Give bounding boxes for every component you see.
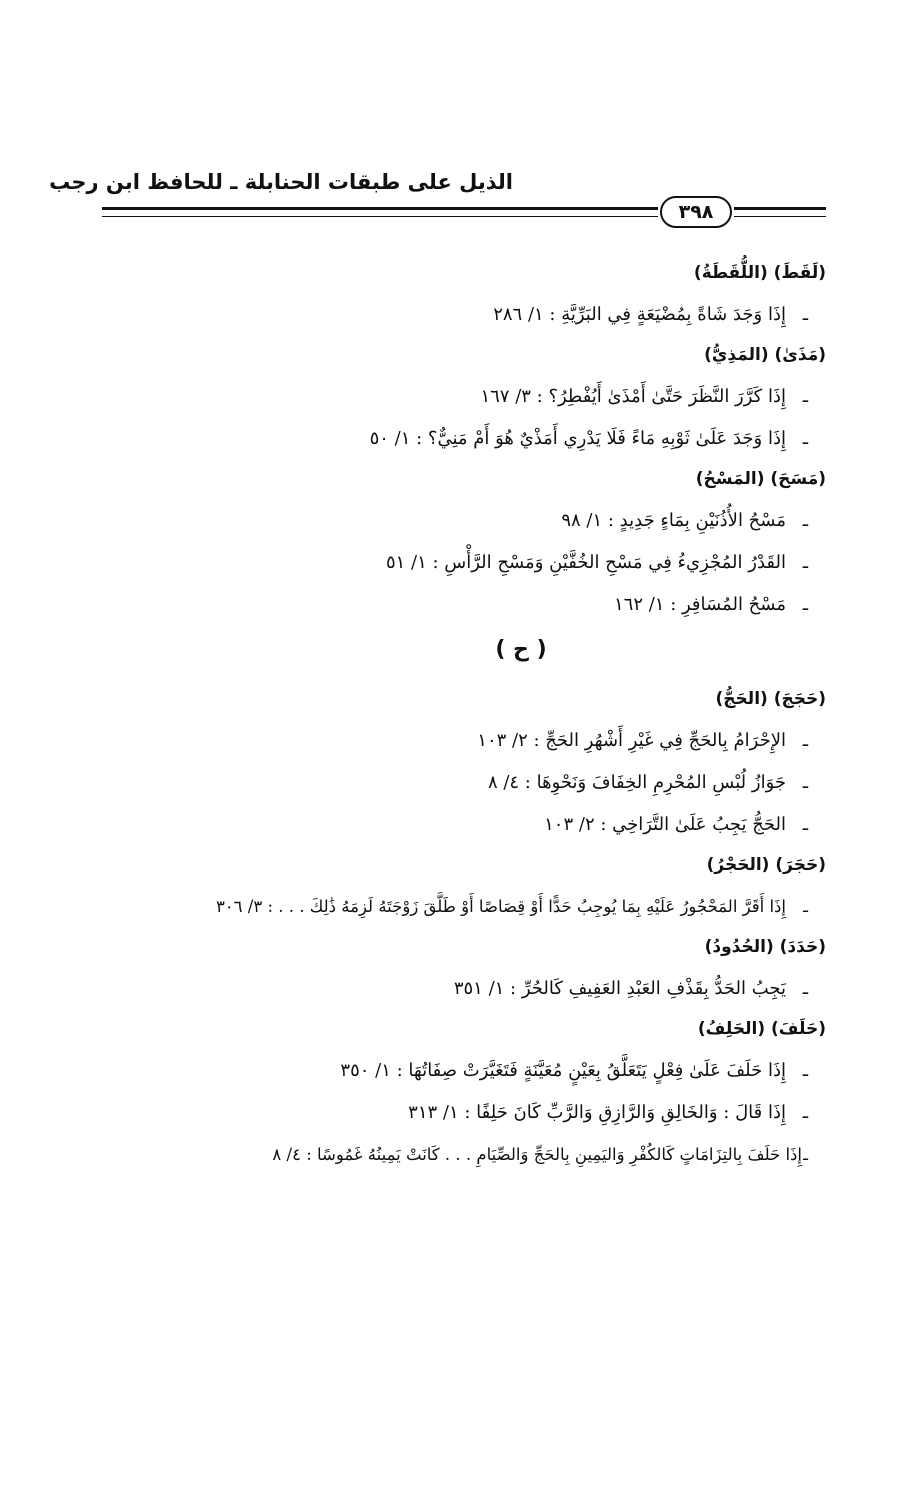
index-entry (86, 890, 826, 924)
entry-text: جَوَازُ لُبْسِ المُحْرِمِ الخِفَافَ وَنَحْوِهَا : ٤/ ٨ (487, 772, 786, 793)
root-heading: (حَجَرَ) (الحَجْرُ) (706, 855, 826, 875)
index-entry (86, 1054, 826, 1088)
index-entry (86, 724, 826, 758)
entry-dash: ـ (802, 386, 808, 407)
entry-dash: ـ (802, 304, 808, 325)
letter-heading: ( ح ) (495, 637, 547, 662)
entry-dash: ـ (802, 1060, 808, 1081)
header-rule (734, 216, 826, 217)
root-heading: (حَدَدَ) (الحُدُودُ) (704, 937, 826, 957)
header-rule (102, 216, 658, 217)
entry-text: إِذَا وَجَدَ عَلَىٰ ثَوْبِهِ مَاءً فَلَا يَدْرِي أَمَذْيٌ هُوَ أَمْ مَنِيٌّ؟ : ١/ ٥٠ (369, 428, 786, 449)
entry-text: إِذَا كَرَّرَ النَّظَرَ حَتَّىٰ أَمْذَىٰ أَيُفْطِرُ؟ : ٣/ ١٦٧ (480, 386, 786, 407)
index-content (86, 258, 826, 1180)
page-number: ٣٩٨ (660, 196, 732, 228)
entry-text: إِذَا حَلَفَ عَلَىٰ فِعْلٍ يَتَعَلَّقُ بِعَيْنٍ مُعَيَّنَةٍ فَتَغَيَّرَتْ صِفَاتُهَا : ١/ ٣٥٠ (340, 1060, 786, 1081)
index-entry (86, 1138, 826, 1172)
entry-text: القَدْرُ المُجْزِيءُ فِي مَسْحِ الخُفَّيْنِ وَمَسْحِ الرَّأْسِ : ١/ ٥١ (385, 552, 786, 573)
index-entry (86, 298, 826, 332)
index-entry (86, 588, 826, 622)
entry-text: مَسْحُ الأُذُنَيْنِ بِمَاءٍ جَدِيدٍ : ١/ ٩٨ (561, 510, 786, 531)
entry-text: يَجِبُ الحَدُّ بِقَذْفِ العَبْدِ العَفِيفِ كَالحُرِّ : ١/ ٣٥١ (453, 978, 786, 999)
entry-dash: ـ (802, 730, 808, 751)
entry-dash: ـ (802, 1102, 808, 1123)
header-rule (102, 207, 658, 210)
running-header-title: الذيل على طبقات الحنابلة ـ للحافظ ابن رجب (49, 170, 513, 194)
index-entry (86, 380, 826, 414)
index-entry (86, 808, 826, 842)
entry-dash: ـ (802, 428, 808, 449)
entry-text: إِذَا قَالَ : وَالخَالِقِ وَالرَّازِقِ وَالرَّبِّ كَانَ حَلِفًا : ١/ ٣١٣ (408, 1102, 786, 1123)
root-heading: (لَقَطَ) (اللُّقَطَةُ) (693, 263, 826, 283)
entry-text: مَسْحُ المُسَافِرِ : ١/ ١٦٢ (613, 594, 786, 615)
entry-text: إِذَا حَلَفَ بِالتِزَامَاتٍ كَالكُفْرِ وَاليَمِينِ بِالحَجِّ وَالصِّيَامِ . . . كَانَتْ يَمِينُهُ غَمُوسًا : ٤/ ٨ (272, 1145, 802, 1164)
entry-dash: ـ (803, 1145, 808, 1164)
entry-dash: ـ (803, 897, 808, 916)
entry-dash: ـ (802, 978, 808, 999)
index-entry (86, 1096, 826, 1130)
header-rule (734, 207, 826, 210)
index-entry (86, 546, 826, 580)
entry-text: الإِحْرَامُ بِالحَجِّ فِي غَيْرِ أَشْهُرِ الحَجِّ : ٢/ ١٠٣ (477, 730, 786, 751)
entry-text: إِذَا وَجَدَ شَاةً بِمُضْيَعَةٍ فِي البَرِّيَّةِ : ١/ ٢٨٦ (493, 304, 786, 325)
index-entry (86, 422, 826, 456)
entry-text: إِذَا أَقَرَّ المَحْجُورُ عَلَيْهِ بِمَا يُوجِبُ حَدًّا أَوْ قِصَاصًا أَوْ طَلَّقَ زَوْجَتَهُ لَزِمَهُ ذَٰلِكَ . . . : ٣/ ٣٠٦ (215, 897, 786, 916)
entry-dash: ـ (802, 552, 808, 573)
entry-dash: ـ (802, 594, 808, 615)
root-heading: (حَجَجَ) (الحَجُّ) (715, 689, 826, 709)
root-heading: (مَذَىٰ) (المَذِيُّ) (704, 345, 826, 365)
index-entry (86, 504, 826, 538)
entry-text: الحَجُّ يَجِبُ عَلَىٰ التَّرَاخِي : ٢/ ١٠٣ (544, 814, 786, 835)
entry-dash: ـ (802, 814, 808, 835)
root-heading: (حَلَفَ) (الحَلِفُ) (697, 1019, 826, 1039)
index-entry (86, 766, 826, 800)
root-heading: (مَسَحَ) (المَسْحُ) (695, 469, 826, 489)
entry-dash: ـ (802, 510, 808, 531)
entry-dash: ـ (802, 772, 808, 793)
index-entry (86, 972, 826, 1006)
